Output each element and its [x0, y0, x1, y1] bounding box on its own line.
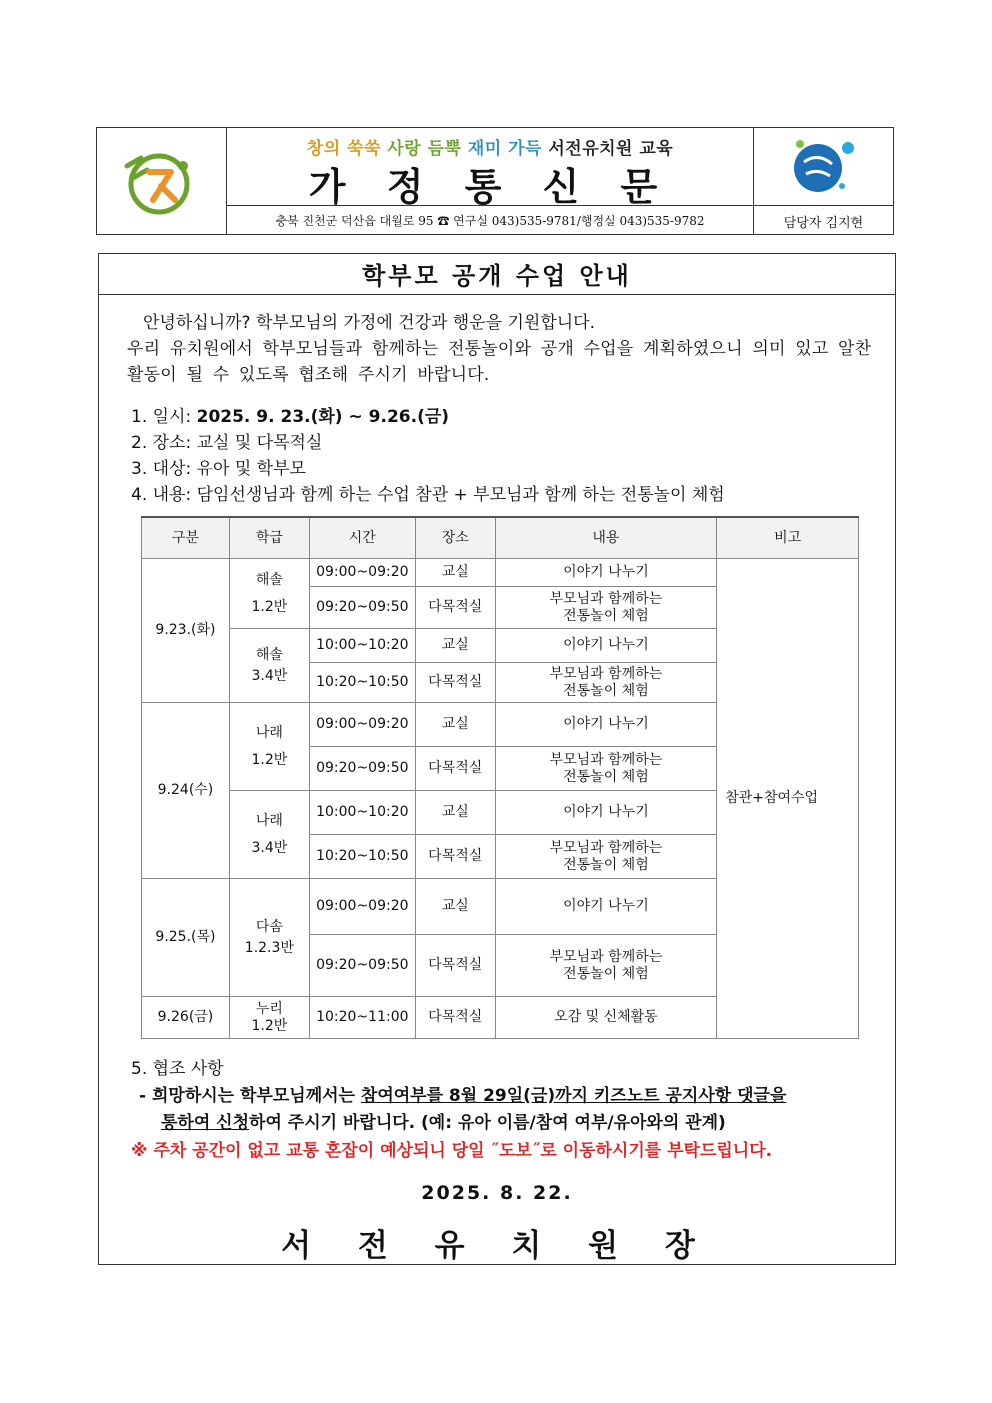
- table-header-row: [142, 517, 859, 559]
- address-cell: [227, 206, 754, 234]
- time-cell: 10:00~10:20: [309, 629, 415, 663]
- time-cell: 10:20~10:50: [309, 835, 415, 879]
- class-cell: 나래 1.2반: [229, 703, 309, 791]
- day-cell: 9.24(수): [142, 703, 230, 879]
- class-cell: 해솔 3.4반: [229, 629, 309, 703]
- school-logo-icon: [97, 128, 227, 234]
- school-slogan: 창의 쑥쑥 사랑 듬뿍 재미 가득 서전유치원 교육: [306, 139, 674, 159]
- newsletter-title: 가 정 통 신 문: [308, 165, 672, 209]
- newsletter-header: [96, 127, 894, 235]
- greeting: 안녕하십니까? 학부모님의 가정에 건강과 행운을 기원합니다.: [143, 313, 595, 333]
- content-cell: 부모님과 함께하는 전통놀이 체험: [495, 935, 717, 997]
- notice-body: [98, 253, 896, 1265]
- place-cell: 다목적실: [415, 663, 495, 703]
- time-cell: 09:20~09:50: [309, 587, 415, 629]
- place-cell: 다목적실: [415, 747, 495, 791]
- content-cell: 부모님과 함께하는 전통놀이 체험: [495, 587, 717, 629]
- place-cell: 다목적실: [415, 997, 495, 1039]
- header-class: 학급: [229, 517, 309, 559]
- place-cell: 다목적실: [415, 835, 495, 879]
- note-cell: 참관+참여수업: [717, 559, 859, 1039]
- day-cell: 9.25.(목): [142, 879, 230, 997]
- time-cell: 09:00~09:20: [309, 703, 415, 747]
- time-cell: 09:20~09:50: [309, 935, 415, 997]
- place-cell: 교실: [415, 703, 495, 747]
- person-cell: [754, 206, 893, 234]
- title-divider: [99, 294, 895, 295]
- place-cell: 교실: [415, 879, 495, 935]
- table-row: [142, 559, 859, 587]
- time-cell: 09:00~09:20: [309, 879, 415, 935]
- school-address: 충북 진천군 덕산읍 대월로 95 ☎ 연구실 043)535-9781/행정실 043)535-9782: [275, 214, 705, 228]
- info-item-target: 3. 대상: 유아 및 학부모: [131, 459, 306, 479]
- place-cell: 교실: [415, 629, 495, 663]
- info-item-date: 1. 일시: 2025. 9. 23.(화) ~ 9.26.(금): [131, 407, 450, 427]
- contact-person: 담당자 김지현: [783, 216, 864, 231]
- region-logo-icon: [754, 128, 891, 204]
- day-cell: 9.26(금): [142, 997, 230, 1039]
- class-cell: 다솜 1.2.3반: [229, 879, 309, 997]
- content-cell: 부모님과 함께하는 전통놀이 체험: [495, 747, 717, 791]
- content-cell: 부모님과 함께하는 전통놀이 체험: [495, 663, 717, 703]
- place-cell: 교실: [415, 559, 495, 587]
- principal-signature: 서 전 유 치 원 장: [281, 1228, 713, 1264]
- header-category: 구분: [142, 517, 230, 559]
- request-line-1: - 희망하시는 학부모님께서는 참여여부를 8월 29일(금)까지 키즈노트 공지사항 댓글을: [139, 1086, 787, 1106]
- header-time: 시간: [309, 517, 415, 559]
- content-cell: 이야기 나누기: [495, 879, 717, 935]
- header-note: 비고: [717, 517, 859, 559]
- info-item-place: 2. 장소: 교실 및 다목적실: [131, 433, 323, 453]
- request-line-2: 통하여 신청하여 주시기 바랍니다. (예: 유아 이름/참여 여부/유아와의 관계): [161, 1113, 726, 1133]
- time-cell: 10:20~10:50: [309, 663, 415, 703]
- day-cell: 9.23.(화): [142, 559, 230, 703]
- class-cell: 나래 3.4반: [229, 791, 309, 879]
- time-cell: 10:00~10:20: [309, 791, 415, 835]
- time-cell: 09:20~09:50: [309, 747, 415, 791]
- content-cell: 오감 및 신체활동: [495, 997, 717, 1039]
- title-cell: [227, 128, 754, 209]
- region-logo-cell: [754, 128, 893, 206]
- parking-warning: ※ 주차 공간이 없고 교통 혼잡이 예상되니 당일 ˝도보˝로 이동하시기를 부탁드립니다.: [131, 1141, 773, 1161]
- intro-paragraph: 우리 유치원에서 학부모님들과 함께하는 전통놀이와 공개 수업을 계획하였으니 의미 있고 알찬 활동이 될 수 있도록 협조해 주시기 바랍니다.: [127, 339, 872, 385]
- content-cell: 이야기 나누기: [495, 559, 717, 587]
- time-cell: 10:20~11:00: [309, 997, 415, 1039]
- cooperation-heading: 5. 협조 사항: [131, 1059, 224, 1079]
- content-cell: 이야기 나누기: [495, 629, 717, 663]
- content-cell: 이야기 나누기: [495, 791, 717, 835]
- header-place: 장소: [415, 517, 495, 559]
- place-cell: 다목적실: [415, 935, 495, 997]
- class-cell: 누리 1.2반: [229, 997, 309, 1039]
- content-cell: 이야기 나누기: [495, 703, 717, 747]
- class-cell: 해솔 1.2반: [229, 559, 309, 629]
- school-logo-cell: [97, 128, 227, 234]
- info-item-content: 4. 내용: 담임선생님과 함께 하는 수업 참관 + 부모님과 함께 하는 전통놀이 체험: [131, 485, 725, 505]
- issue-date: 2025. 8. 22.: [421, 1182, 573, 1204]
- place-cell: 교실: [415, 791, 495, 835]
- schedule-table: [141, 516, 859, 1039]
- place-cell: 다목적실: [415, 587, 495, 629]
- notice-title: 학부모 공개 수업 안내: [362, 262, 632, 290]
- header-content: 내용: [495, 517, 717, 559]
- time-cell: 09:00~09:20: [309, 559, 415, 587]
- content-cell: 부모님과 함께하는 전통놀이 체험: [495, 835, 717, 879]
